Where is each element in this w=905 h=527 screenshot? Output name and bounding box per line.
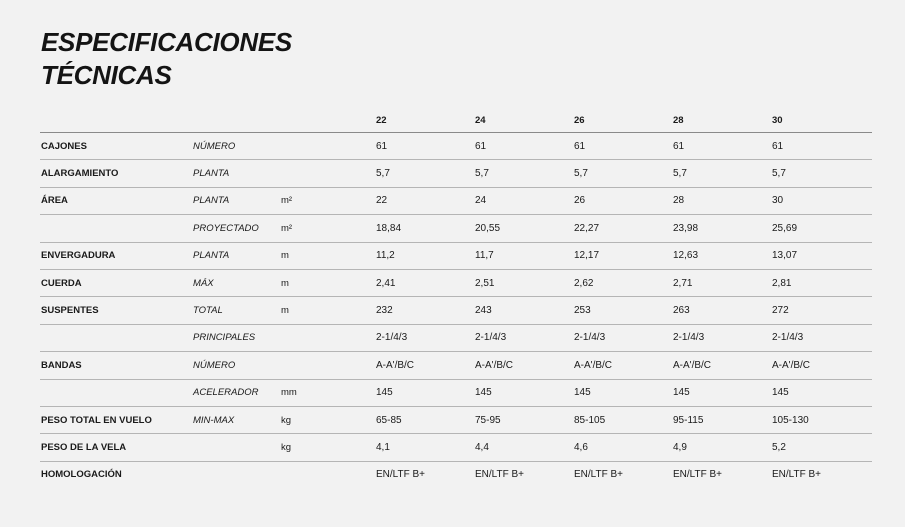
row-value: 2-1/4/3 [376,332,408,344]
table-row [40,188,872,215]
row-sublabel: TOTAL [193,305,223,317]
row-label: SUSPENTES [41,305,99,317]
table-row [40,325,872,352]
row-value: 61 [673,140,685,152]
row-value: 12,17 [574,250,600,262]
row-value: EN/LTF B+ [574,469,623,481]
row-value: 145 [574,387,591,399]
row-value: 22,27 [574,222,600,234]
page-title-line-1: ESPECIFICACIONES [41,27,292,57]
row-value: 2,81 [772,277,792,289]
row-value: EN/LTF B+ [475,469,524,481]
size-header-26: 26 [574,114,585,126]
row-value: 2,62 [574,277,594,289]
row-sublabel: ACELERADOR [193,387,259,399]
row-value: 11,2 [376,250,395,262]
row-value: A-A'/B/C [772,359,811,371]
row-value: 2-1/4/3 [475,332,507,344]
row-value: 4,6 [574,441,588,453]
row-value: 2,41 [376,277,396,289]
size-header-22: 22 [376,114,387,126]
row-value: 24 [475,195,487,207]
table-row [40,270,872,297]
row-value: 4,1 [376,441,390,453]
row-label: PESO TOTAL EN VUELO [41,414,152,426]
row-value: 5,7 [574,168,588,180]
row-value: A-A'/B/C [574,359,613,371]
row-value: 145 [475,387,492,399]
row-sublabel: PRINCIPALES [193,332,256,344]
row-value: 5,2 [772,441,786,453]
size-header-30: 30 [772,114,783,126]
row-sublabel: PLANTA [193,168,230,180]
row-value: 85-105 [574,414,606,426]
row-value: 243 [475,305,492,317]
row-value: 13,07 [772,250,798,262]
row-value: 18,84 [376,222,402,234]
row-value: 26 [574,195,586,207]
table-header-row [40,108,872,133]
table-row [40,380,872,407]
row-value: 2-1/4/3 [673,332,705,344]
row-label: HOMOLOGACIÓN [41,469,122,481]
row-value: 145 [673,387,690,399]
row-value: 5,7 [475,168,489,180]
row-value: 61 [475,140,487,152]
row-value: EN/LTF B+ [673,469,722,481]
row-value: EN/LTF B+ [772,469,821,481]
row-value: 263 [673,305,690,317]
row-sublabel: MIN-MAX [193,414,235,426]
row-label: BANDAS [41,359,82,371]
row-value: 2-1/4/3 [772,332,804,344]
row-value: 2-1/4/3 [574,332,606,344]
row-value: 65-85 [376,414,402,426]
row-value: 2,51 [475,277,495,289]
row-sublabel: NÚMERO [193,359,236,371]
spec-table [40,108,872,488]
row-sublabel: PLANTA [193,250,230,262]
row-label: ÁREA [41,195,68,207]
row-value: 20,55 [475,222,501,234]
row-value: 30 [772,195,784,207]
row-value: 253 [574,305,591,317]
row-value: 61 [376,140,388,152]
row-unit: m [281,277,289,289]
row-unit: m [281,305,289,317]
row-unit: m² [281,195,293,207]
page-title-line-2: TÉCNICAS [41,60,172,90]
table-row [40,297,872,324]
row-value: 95-115 [673,414,704,426]
row-value: 4,9 [673,441,687,453]
row-value: 105-130 [772,414,809,426]
row-value: A-A'/B/C [376,359,415,371]
row-label: ALARGAMIENTO [41,168,119,180]
table-row [40,215,872,242]
row-unit: mm [281,387,297,399]
row-unit: m [281,250,289,262]
row-sublabel: PROYECTADO [193,222,259,234]
row-value: 23,98 [673,222,699,234]
row-value: 5,7 [772,168,786,180]
row-value: 5,7 [673,168,687,180]
row-value: 22 [376,195,388,207]
size-header-24: 24 [475,114,486,126]
row-value: 61 [772,140,784,152]
row-value: 61 [574,140,586,152]
row-sublabel: MÁX [193,277,214,289]
table-row [40,434,872,461]
table-row [40,160,872,187]
row-value: 232 [376,305,393,317]
page-title [41,26,292,92]
table-row [40,462,872,488]
row-unit: kg [281,441,292,453]
row-value: 28 [673,195,685,207]
row-value: A-A'/B/C [475,359,514,371]
row-value: 12,63 [673,250,699,262]
row-value: A-A'/B/C [673,359,712,371]
table-row [40,407,872,434]
row-value: 25,69 [772,222,798,234]
row-value: 75-95 [475,414,501,426]
row-value: EN/LTF B+ [376,469,425,481]
size-header-28: 28 [673,114,684,126]
table-row [40,243,872,270]
row-unit: kg [281,414,292,426]
row-label: PESO DE LA VELA [41,441,127,453]
row-sublabel: PLANTA [193,195,230,207]
row-sublabel: NÚMERO [193,140,236,152]
table-row [40,352,872,379]
row-label: ENVERGADURA [41,250,116,262]
row-value: 4,4 [475,441,489,453]
row-unit: m² [281,222,293,234]
row-value: 11,7 [475,250,494,262]
row-value: 145 [376,387,393,399]
row-value: 5,7 [376,168,390,180]
row-value: 145 [772,387,789,399]
row-value: 272 [772,305,789,317]
row-label: CUERDA [41,277,82,289]
table-body [40,133,872,488]
row-label: CAJONES [41,140,87,152]
row-value: 2,71 [673,277,693,289]
table-row [40,133,872,160]
